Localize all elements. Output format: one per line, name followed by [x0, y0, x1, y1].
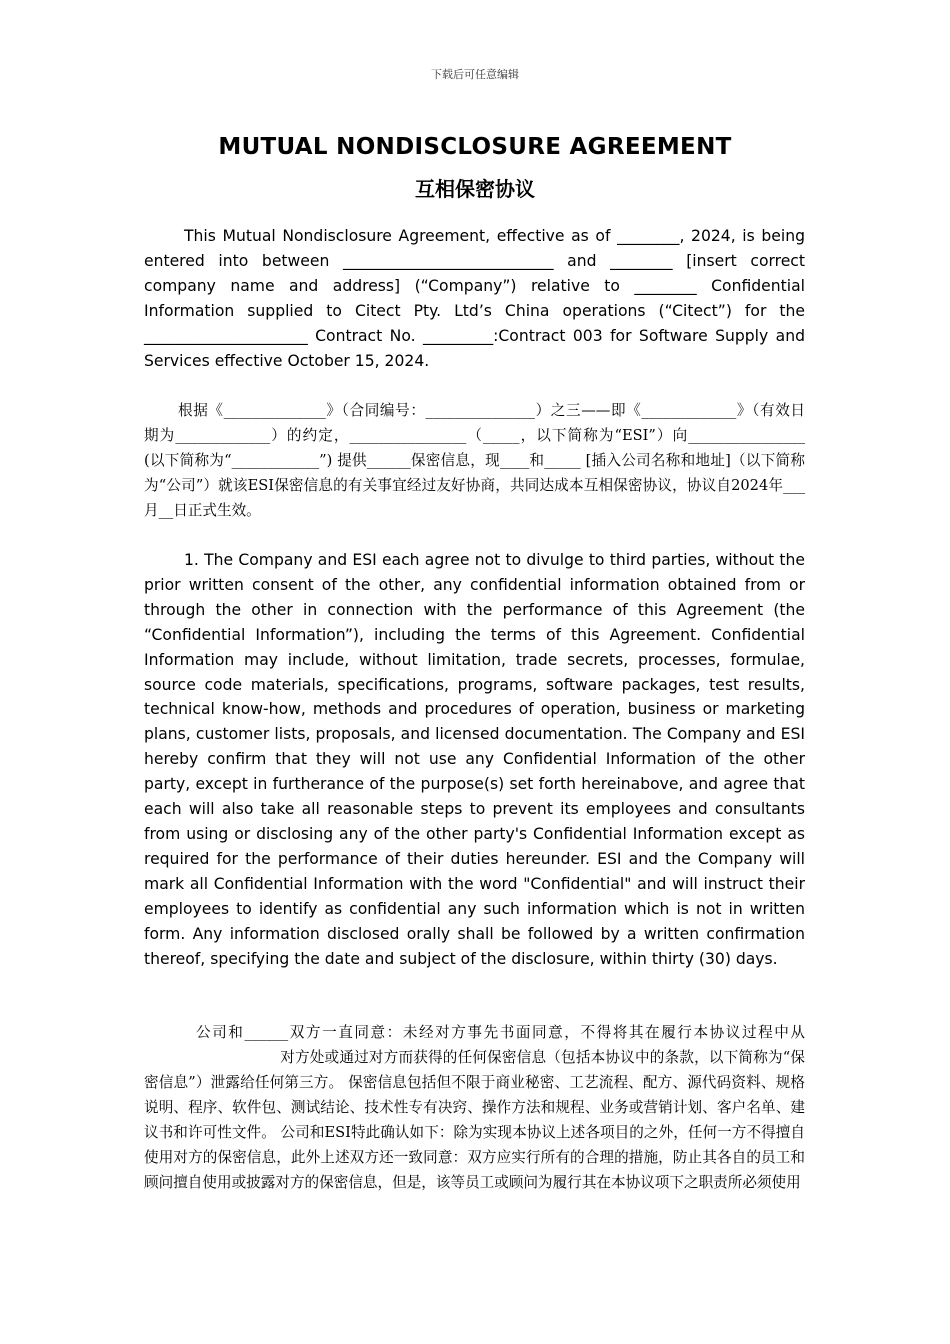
document-title-english: MUTUAL NONDISCLOSURE AGREEMENT	[218, 134, 732, 160]
header-note: 下载后可任意编辑	[431, 68, 519, 81]
clause-1-chinese-part-1: 公司和______双方一直同意：未经对方事先书面同意，不得将其在履行本协议过程中从	[196, 1024, 805, 1041]
clause-1-english: 1. The Company and ESI each agree not to divulge to third parties, without the prior written consent of the other, any confidential information obtained from or through the other in connection with the performance of this Agreement (the “Confidential Information”), including the terms of this Agreement. Confidential Information may include, without limitation, trade secrets, processes, formulae, source code materials, specifications, programs, software packages, test results, technical know-how, methods and procedures of operation, business or marketing plans, customer lists, proposals, and licensed documentation. The Company and ESI hereby confirm that they will not use any Confidential Information of the other party, except in furtherance of the purpose(s) set forth hereinabove, and agree that each will also take all reasonable steps to prevent its employees and consultants from using or disclosing any of the other party's Confidential Information except as required for the performance of their duties hereunder. ESI and the Company will mark all Confidential Information with the word "Confidential" and will instruct their employees to identify as confidential any such information which is not in written form. Any information disclosed orally shall be followed by a written confirmation thereof, specifying the date and subject of the disclosure, within thirty (30) days.	[144, 551, 805, 968]
clause-1-chinese-part-2: 对方处或通过对方而获得的任何保密信息（包括本协议中的条款，以下简称为“保密信息”）泄露给任何第三方。 保密信息包括但不限于商业秘密、工艺流程、配方、源代码资料、规格说明、程序、软件包、测试结论、技术性专有决窍、操作方法和规程、业务或营销计划、客户名单、建议书和许可性文件。 公司和ESI特此确认如下：除为实现本协议上述各项目的之外，任何一方不得擅自使用对方的保密信息，此外上述双方还一致同意：双方应实行所有的合理的措施，防止其各自的员工和顾问擅自使用或披露对方的保密信息，但是，该等员工或顾问为履行其在本协议项下之职责所必须使用	[144, 1049, 805, 1191]
intro-paragraph-english: This Mutual Nondisclosure Agreement, effective as of ________, 2024, is being entered into between ___________________________ and ________ [insert correct company name and address] (“Company”) relative to ________ Confidential Information supplied to Citect Pty. Ltd’s China operations (“Citect”) for the _____________________ Contract No. _________:Contract 003 for Software Supply and Services effective October 15, 2024.	[144, 227, 805, 370]
clause-1-chinese	[144, 1020, 805, 1195]
document-title-chinese: 互相保密协议	[415, 177, 535, 201]
intro-paragraph-chinese: 根据《______________》（合同编号：_______________）之三——即《_____________》（有效日期为_____________）的约定，________________（_____，以下简称为“ESI”）向________________ (以下简称为“____________”) 提供______保密信息，现____和_____ [插入公司名称和地址]（以下简称为“公司”）就该ESI保密信息的有关事宜经过友好协商，共同达成本互相保密协议，协议自2024年___月__日正式生效。	[144, 402, 805, 519]
